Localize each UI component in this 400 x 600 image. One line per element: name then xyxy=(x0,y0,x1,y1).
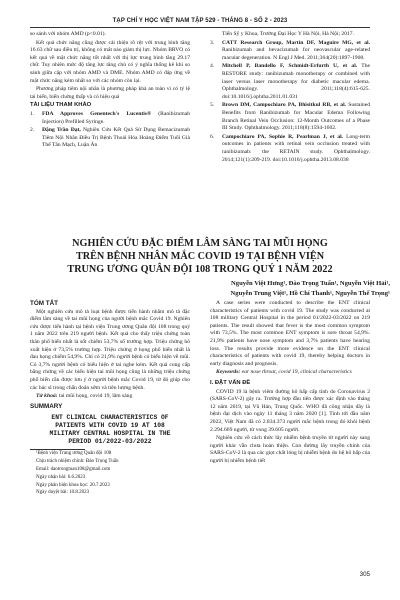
footnote-email: Email: daotrongtuan108@gmail.com xyxy=(36,466,111,472)
intro-heading: I. ĐẶT VẤN ĐỀ xyxy=(210,379,251,386)
summary-en-heading: SUMMARY xyxy=(30,402,63,410)
right-top-column xyxy=(210,31,370,165)
reference-item: 1. FDA Approves Genentech's Lucentis® (Ranibizumab Injection) Prefilled Syringe. xyxy=(30,110,190,125)
header-divider xyxy=(30,27,370,28)
footnote-affiliation: ¹Bệnh viện Trung ương Quân đội 108 xyxy=(36,451,112,457)
paragraph: Nghiên cứu về cách thức lây nhiễm bệnh truyền từ người này sang người khác vẫn chưa hoàn thiện. Con đường lây truyền chính của SARS-CoV-2 là qua các giọt chất lỏng bị nhiễm bệnh do hệ hô hấp của người bị nhiễm bệnh tiết xyxy=(210,435,370,464)
article-title: NGHIÊN CỨU ĐẶC ĐIỂM LÂM SÀNG TAI MŨI HỌNG TRÊN BỆNH NHÂN MẮC COVID 19 TẠI BỆNH VIỆN TRUNG ƯƠNG QUÂN ĐỘI 108 TRONG QUÝ 1 NĂM 2022 xyxy=(67,238,333,275)
right-bottom-column xyxy=(210,300,370,466)
footnote-responsible: Chịu trách nhiệm chính: Đào Trọng Tuấn xyxy=(36,459,119,465)
keywords-vn: Từ khoá: tai mũi họng, covid 19, lâm sàng xyxy=(36,393,133,400)
footnote-received: Ngày nhận bài: 6.6.2023 xyxy=(36,474,86,480)
reference-item: 5. Brown DM, Campochiaro PA, Bhisitkul RB, et al. Sustained Benefits from Ranibizumab for Macular Edema Following Branch Retinal Vein Occlusion: 12-Month Outcomes of a Phase III Study. Ophthalmology. 2011;118(8):1594-1602. xyxy=(210,102,370,132)
article-authors: Nguyễn Việt Hưng¹, Đào Trọng Tuấn¹, Nguyễn Việt Hải¹, Nguyễn Trung Việt¹, Hồ Chí Thanh¹, Nguyễn Thế Trọng¹ xyxy=(230,280,390,297)
reference-continuation: Tiến Sỹ y Khoa, Trường Đại Học Y Hà Nội, Hà Nội; 2017. xyxy=(222,31,355,37)
paragraph: so sánh với nhóm AMD (p<0.01). xyxy=(30,31,106,37)
left-top-column xyxy=(30,31,190,151)
reference-item: 2. Đặng Trần Đạt, Nghiên Cứu Kết Quả Sử Dụng Bemacizumab Tiêm Nội Nhãn Điều Trị Bệnh Thoái Hóa Hoàng Điểm Tuổi Già Thể Tân Mạch, Luận Án xyxy=(30,127,190,149)
paragraph: Phương pháp tiêm nội nhãn là phương pháp khả an toàn vì có tỷ lệ tai biến, biến chứng thấp và có hiệu quả xyxy=(30,86,190,100)
left-bottom-column xyxy=(30,300,190,498)
page-number: 305 xyxy=(359,571,370,578)
footnote-reviewed: Ngày phản biện khoa học: 20.7.2023 xyxy=(36,482,110,488)
references-heading: TÀI LIỆU THAM KHẢO xyxy=(30,102,92,109)
journal-header: TẠP CHÍ Y HỌC VIỆT NAM TẬP 529 - THÁNG 8 - SỐ 2 - 2023 xyxy=(112,18,288,24)
summary-vn-heading: TÓM TẮT xyxy=(30,300,58,307)
paragraph: Kết quả chức năng cũng được cải thiện rõ rệt với trung bình tăng 16.63 chữ sau điều trị, không có mắt nào giảm thị lực. Nhóm BRVO có kết quả về mặt chức năng tốt nhất với thị lực trung bình tăng 29.17 chữ. Tuy nhiên mức độ tăng lực tăng chủ có ý nghĩa thống kê khi so sánh giữa cặp với nhóm AMD và DME. Nhóm AMD có đáp ứng về mặt chức năng kém nhất so với các nhóm còn lại. xyxy=(30,39,190,84)
paragraph: COVID 19 là bệnh viêm đường hô hấp cấp tính do Coronavirus 2 (SARS-CoV-2) gây ra. Trường hợp đầu tiên được xác định vào tháng 12 năm 2019, tại Vũ Hán, Trung Quốc. WHO đã công nhận đây là bệnh đại dịch vào ngày 11 tháng 3 năm 2020 [1]. Tính tới đầu năm 2022, Việt Nam đã có 2.834.373 người mắc bệnh trong đó khỏi bệnh 2.294.669 người, tử vong 39.605 người. xyxy=(210,388,370,433)
reference-item: 4. Mitchell P, Bandello F, Schmidt-Erfurth U, et al. The RESTORE study: ranibizumab monotherapy or combined with laser versus laser monotherapy for diabetic macular edema. Ophthalmology. 2011;118(4):615-625. doi:10.1016/j.ophtha.2011.01.031 xyxy=(210,63,370,100)
summary-en-body: A case series were conducted to describe the ENT clinical characteristics of patients with covid 19. The study was conducted at 108 military Central Hospital in the period 01/2022-03/2022 on 219 patients. The result showed that fever is the most common symptom with 73,5%. The most common ENT symptom is sore throat 54,9%. 21,9% patients have nose symptom and 3,7% patients have hearing loss. The results provide more evidence on the ENT clinical characteristics of patients with covid 19, thereby helping doctors in early diagnosis and prognosis. xyxy=(210,300,370,367)
reference-item: 6. Campochiaro PA, Sophie R, Pearlman J, et al. Long-term outcomes in patients with retinal vein occlusion treated with ranibizumab: the RETAIN study. Ophthalmology. 2014;121(1):209-219. doi:10.1016/j.ophtha.2013.08.038 xyxy=(210,133,371,163)
summary-vn-body: Một nghiên cứu mô tả loạt bệnh được tiến hành nhằm mô tả đặc điểm lâm sàng về tai mũi họng của người bệnh mắc Covid 19. Nghiên cứu được tiến hành tại bệnh viện Trung ương Quân đội 108 trong quý 1 năm 2022 trên 219 người bệnh. Kết quả cho thấy triệu chứng toàn thân phổ biến nhất là sốt chiếm 53,7% số trường hợp. Triệu chứng hô xuất hiện ở 73,5% trường hợp. Triệu chứng ở họng phổ biến nhất là đau họng chiếm 54,9%. Chỉ có 21,9% người bệnh có biểu hiện về mũi. Có 3,7% người bệnh có biểu hiện ở tai nghe kém. Kết quả cung cấp bằng chứng về các biểu hiện tai mũi họng cũng là những triệu chứng phổ biến cần được lưu ý ở người bệnh mắc Covid 19, từ đó giúp cho các bác sĩ trong chẩn đoán sớm và tiên lượng bệnh. xyxy=(30,308,190,391)
english-title: ENT CLINICAL CHARACTERISTICS OF PATIENTS WITH COVID 19 AT 108 MILITARY CENTRAL HOSPITAL IN THE PERIOD 01/2022-03/2022 xyxy=(49,414,171,446)
keywords-en: Keywords: ear nose throat, covid 19, clinical characteristics xyxy=(216,369,352,376)
reference-item: 3. CATT Research Group, Martin DF, Maguire MG, et al. Ranibizumab and bevacizumab for neovascular age-related macular degeneration. N Engl J Med. 2011;364(20):1897-1908. xyxy=(210,39,370,61)
footnote-accepted: Ngày duyệt bài: 10.8.2023 xyxy=(36,490,90,496)
